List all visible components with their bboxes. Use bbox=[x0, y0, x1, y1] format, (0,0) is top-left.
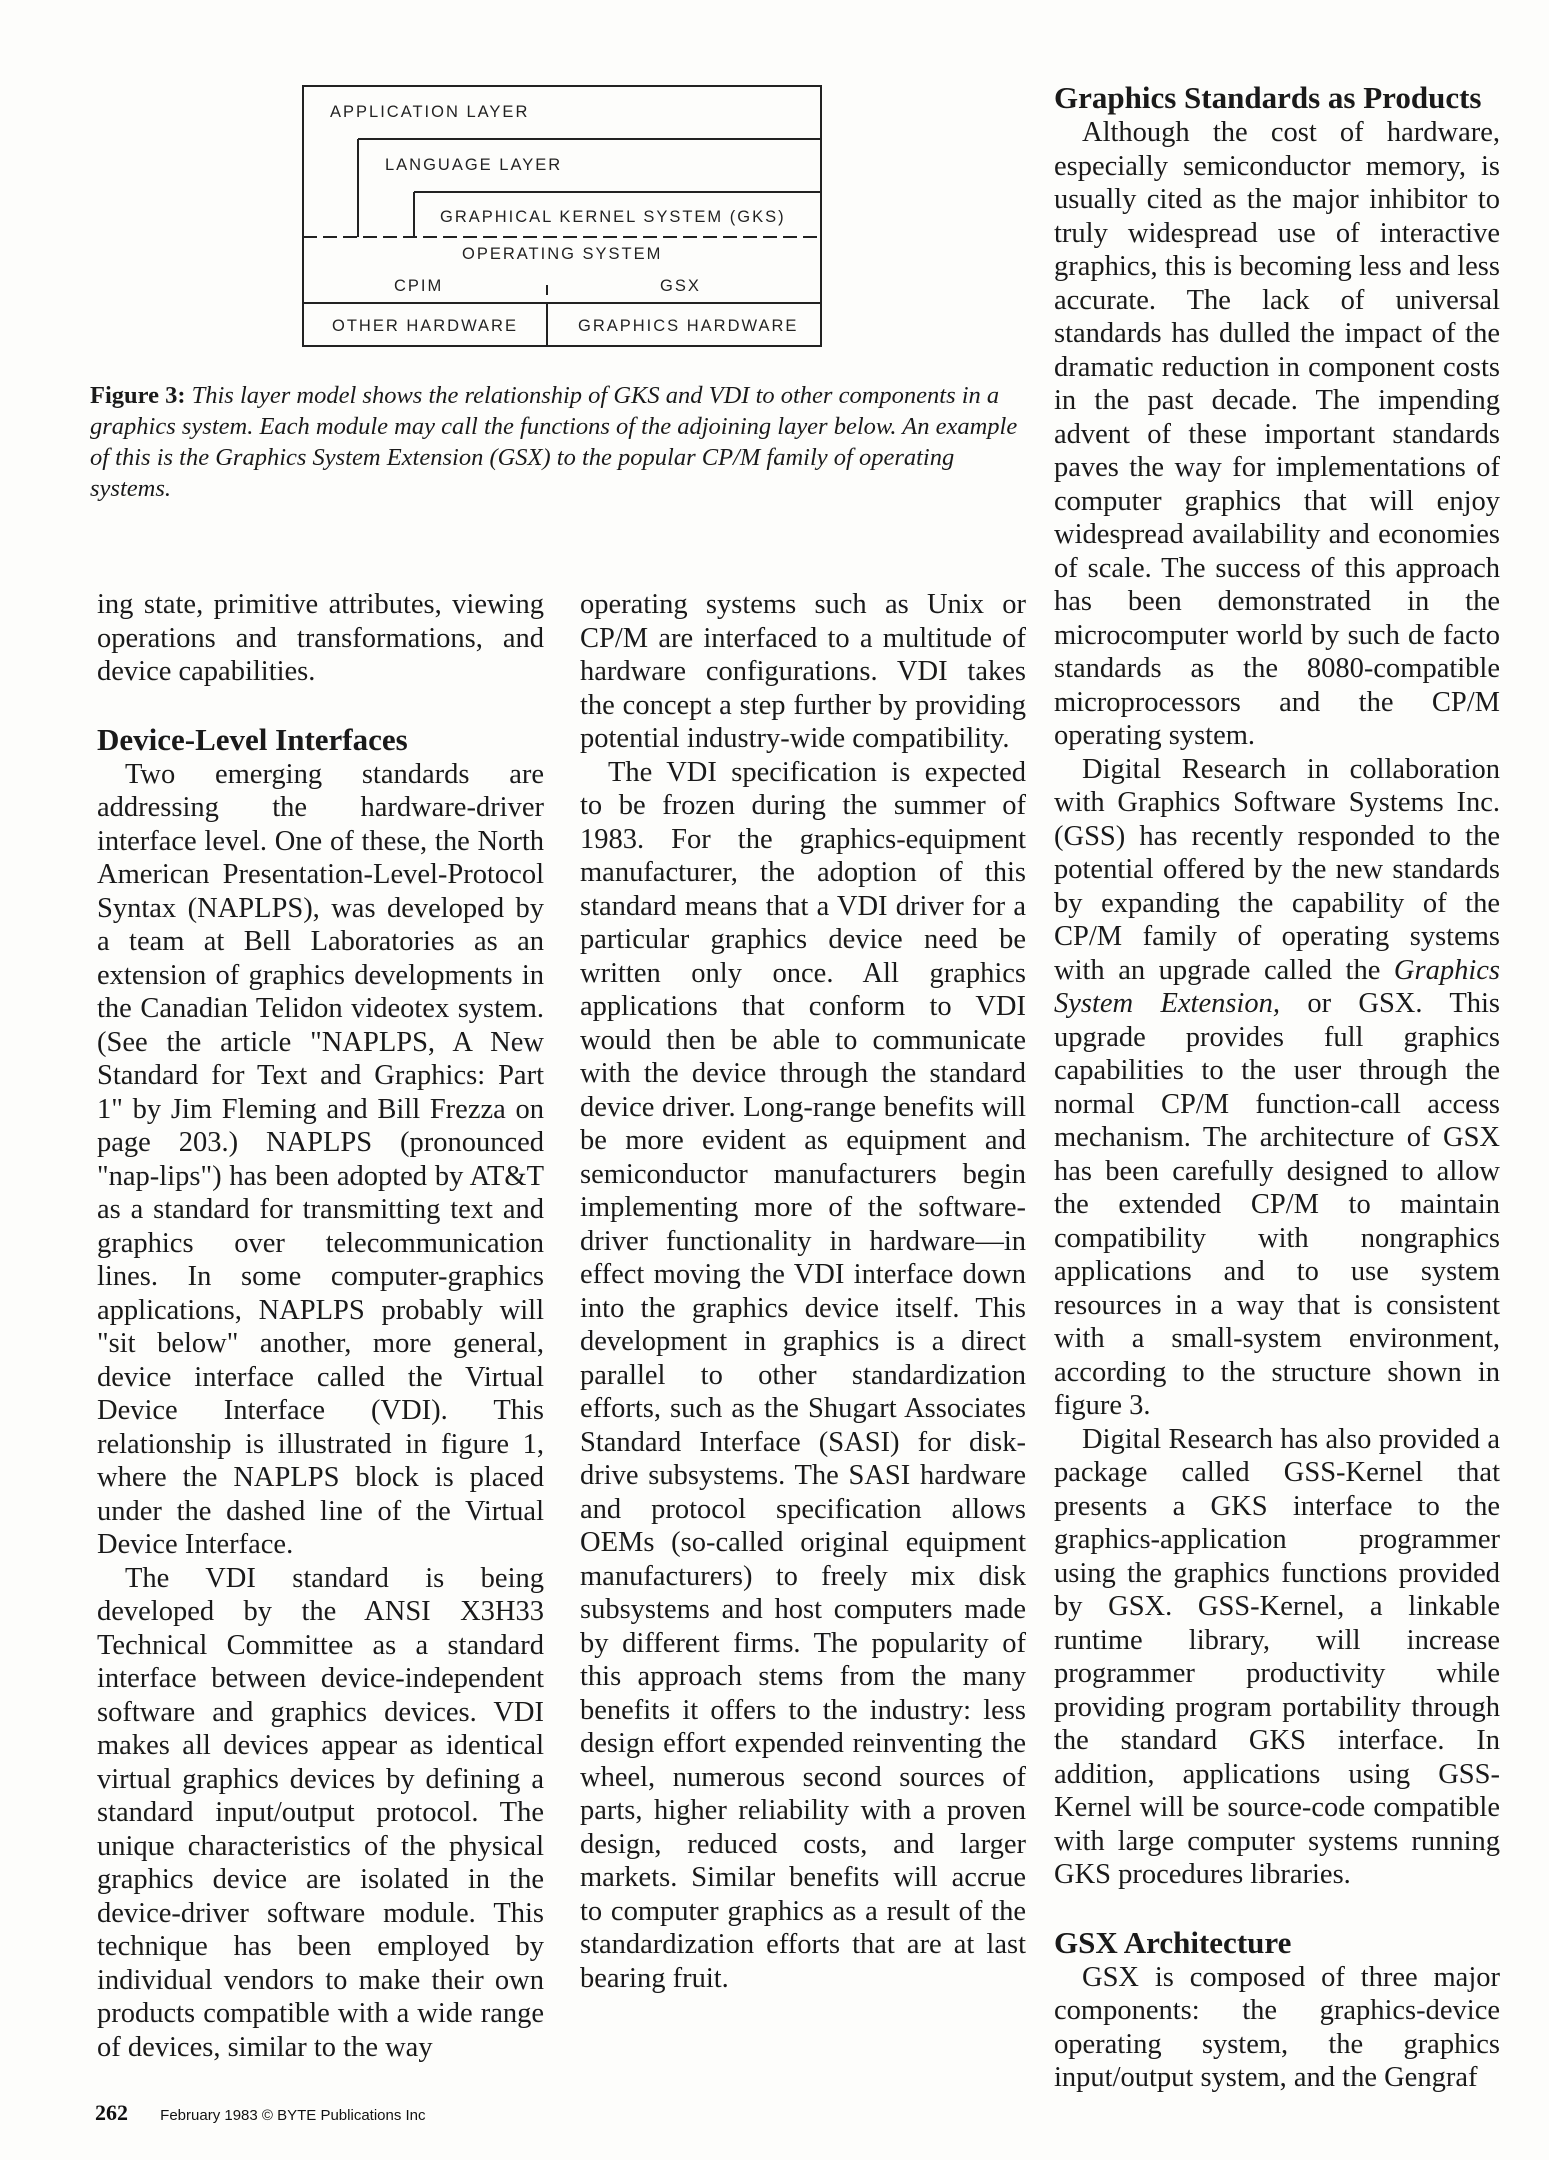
gsx-name-italic: Graphics System Extension, bbox=[1054, 954, 1501, 1019]
gsx-label: GSX bbox=[660, 277, 701, 295]
col3-paragraph-1: Although the cost of hardware, especially semiconductor memory, is usually cited as the major inhibitor to truly widespread use of interactive graphics, this is becoming less and less accurate. The lack of universal standards has dulled the impact of the dramatic reduction in component costs in the past decade. The impending advent of these important standards paves the way for implementations of computer graphics that will enjoy widespread availability and economies of scale. The success of this approach has been demonstrated in the microcomputer world by such de facto standards as the 8080-compatible microprocessors and the CP/M operating system. bbox=[1054, 117, 1500, 751]
layer-diagram-svg bbox=[302, 85, 823, 348]
heading-device-level-interfaces: Device-Level Interfaces bbox=[97, 721, 408, 757]
caption-label: Figure 3: bbox=[90, 382, 186, 409]
heading-gsx-architecture: GSX Architecture bbox=[1054, 1924, 1292, 1960]
col3-paragraph-2b: or GSX. This upgrade provides full graphics capabilities to the user through the normal CP/M function-call access mechanism. The architecture of GSX has been carefully designed to allow the extended CP/M to maintain compatibility with nongraphics applications and to use system resources in a way that is consistent with a small-system environment, according to the structure shown in figure 3. bbox=[1054, 988, 1500, 1421]
page-number: 262 bbox=[95, 2100, 128, 2125]
gks-layer-label: GRAPHICAL KERNEL SYSTEM (GKS) bbox=[440, 208, 786, 226]
col1-paragraph-1: ing state, primitive attributes, viewing operations and transformations, and device capabilities. bbox=[97, 589, 544, 687]
col1-paragraph-3: The VDI standard is being developed by the ANSI X3H33 Technical Committee as a standard interface between device-independent software and graphics devices. VDI makes all devices appear as identical virtual graphics devices by defining a standard input/output protocol. The unique characteristics of the physical graphics device are isolated in the device-driver software module. This technique has been employed by individual vendors to make their own products compatible with a wide range of devices, similar to the way bbox=[97, 1562, 544, 2063]
cpm-label: CPIM bbox=[394, 277, 444, 295]
language-layer-label: LANGUAGE LAYER bbox=[385, 156, 563, 174]
col3-paragraph-3: Digital Research has also provided a package called GSS-Kernel that presents a GKS interface to the graphics-application programmer using the graphics functions provided by GSX. GSS-Kernel, a linkable runtime library, will increase programmer productivity while providing program portability through the standard GKS interface. In addition, applications using GSS-Kernel will be source-code compatible with large computer systems running GKS procedures libraries. bbox=[1054, 1423, 1500, 1890]
figure-caption bbox=[90, 380, 1025, 504]
page-footer bbox=[95, 2100, 426, 2126]
application-layer-label: APPLICATION LAYER bbox=[330, 103, 530, 121]
footer-text: February 1983 © BYTE Publications Inc bbox=[160, 2107, 426, 2124]
col3-paragraph-4: GSX is composed of three major components: the graphics-device operating system, the graphics input/output system, and the Gengraf bbox=[1054, 1961, 1500, 2093]
col3-paragraph-2a: Digital Research in collaboration with Graphics Software Systems Inc. (GSS) has recently responded to the potential offered by the new standards by expanding the capability of the CP/M family of operating systems with an upgrade called the bbox=[1054, 753, 1500, 986]
column-1 bbox=[97, 588, 544, 2064]
figure-3-layer-diagram bbox=[302, 85, 823, 348]
caption-text: This layer model shows the relationship of GKS and VDI to other components in a graphics system. Each module may call the functions of the adjoining layer below. An example of this is the Graphics System Extension (GSX) to the popular CP/M family of operating systems. bbox=[90, 382, 1018, 502]
col2-paragraph-1: operating systems such as Unix or CP/M are interfaced to a multitude of hardware configurations. VDI takes the concept a step further by providing potential industry-wide compatibility. bbox=[580, 589, 1026, 754]
col2-paragraph-2: The VDI specification is expected to be frozen during the summer of 1983. For the graphics-equipment manufacturer, the adoption of this standard means that a VDI driver for a particular graphics device need be written only once. All graphics applications that conform to VDI would then be able to communicate with the device through the standard device driver. Long-range benefits will be more evident as equipment and semiconductor manufacturers begin implementing more of the software-driver functionality in hardware—in effect moving the VDI interface down into the graphics device itself. This development in graphics is a direct parallel to other standardization efforts, such as the Shugart Associates Standard Interface (SASI) for disk-drive subsystems. The SASI hardware and protocol specification allows OEMs (so-called original equipment manufacturers) to freely mix disk subsystems and host computers made by different firms. The popularity of this approach stems from the many benefits it offers to the industry: less design effort expended reinventing the wheel, numerous second sources of parts, higher reliability with a proven design, reduced costs, and larger markets. Similar benefits will accrue to computer graphics as a result of the standardization efforts that are at last bearing fruit. bbox=[580, 756, 1026, 1994]
graphics-hardware-label: GRAPHICS HARDWARE bbox=[578, 317, 799, 335]
col1-paragraph-2: Two emerging standards are addressing the hardware-driver interface level. One of these, the North American Presentation-Level-Protocol Syntax (NAPLPS), was developed by a team at Bell Laboratories as an extension of graphics developments in the Canadian Telidon videotex system. (See the article "NAPLPS, A New Standard for Text and Graphics: Part 1" by Jim Fleming and Bill Frezza on page 203.) NAPLPS (pronounced "nap-lips") has been adopted by AT&T as a standard for transmitting text and graphics over telecommunication lines. In some computer-graphics applications, NAPLPS probably will "sit below" another, more general, device interface called the Virtual Device Interface (VDI). This relationship is illustrated in figure 1, where the NAPLPS block is placed under the dashed line of the Virtual Device Interface. bbox=[97, 758, 544, 1560]
col3-paragraph-2 bbox=[1054, 753, 1500, 1423]
heading-graphics-standards-as-products: Graphics Standards as Products bbox=[1054, 80, 1482, 115]
column-2 bbox=[580, 588, 1026, 1995]
other-hardware-label: OTHER HARDWARE bbox=[332, 317, 518, 335]
os-label: OPERATING SYSTEM bbox=[462, 245, 663, 263]
column-3 bbox=[1054, 80, 1500, 2095]
